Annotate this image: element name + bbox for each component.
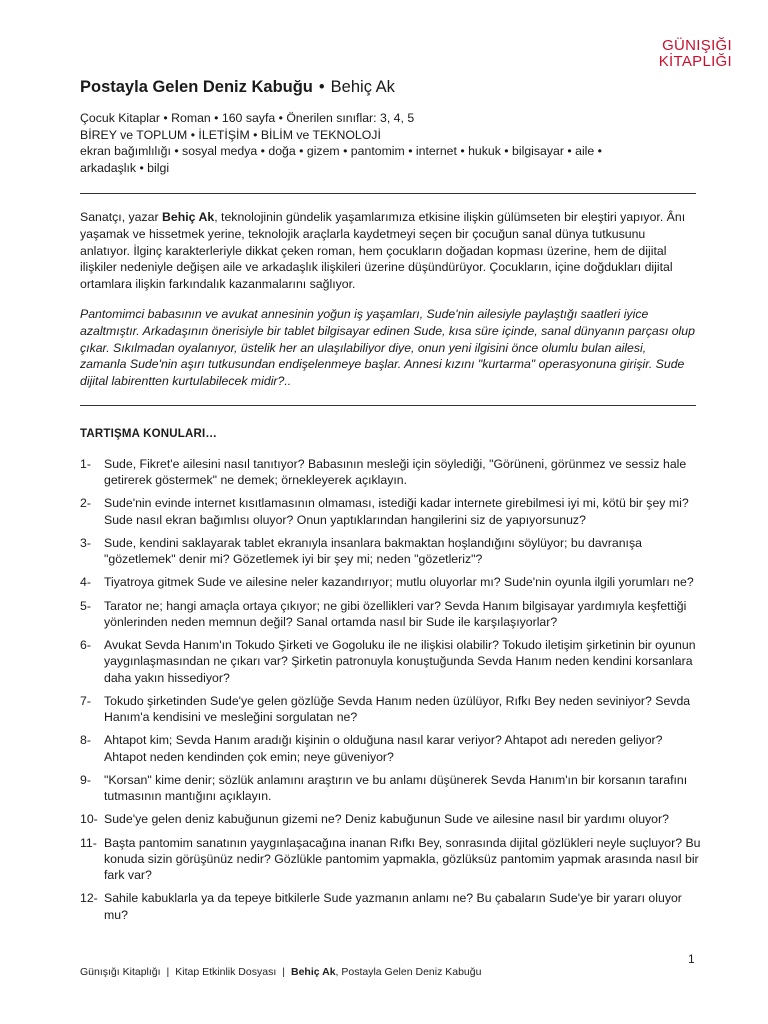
question-text: Avukat Sevda Hanım'ın Tokudo Şirketi ve Gogoluku ile ne ilişkisi olabilir? Tokudo iletişim şirketinin bir oyunun yaygınlaşmasından ne çıkarı var? Şirketin patronuyla konuştuğunda Sevda Hanım neden kendini korsanlara daha yakın hissediyor? [104, 638, 696, 685]
intro-lead: Sanatçı, yazar [80, 210, 163, 224]
question-item [80, 574, 704, 590]
footer-book: , Postayla Gelen Deniz Kabuğu [335, 966, 482, 978]
question-item [80, 835, 704, 884]
meta-keywords-line: ekran bağımlılığı • sosyal medya • doğa • gizem • pantomim • internet • hukuk • bilgisayar • aile • [80, 144, 602, 158]
logo-line-2: KİTAPLIĞI [658, 53, 732, 70]
meta-themes-line: BİREY ve TOPLUM • İLETİŞİM • BİLİM ve TEKNOLOJİ [80, 127, 381, 142]
page-number: 1 [688, 952, 695, 966]
question-number: 6- [80, 638, 91, 653]
footer-author: Behiç Ak [290, 966, 336, 978]
question-item [80, 890, 704, 923]
question-text: Tarator ne; hangi amaçla ortaya çıkıyor; ne gibi özellikleri var? Sevda Hanım bilgisayar yardımıyla keşfettiği yönlerinden neden memnun değil? Sanal ortamda nasıl bir Sude ile karşılaşıyorlar? [104, 598, 687, 629]
question-number: 12- [80, 891, 98, 906]
question-number: 8- [80, 733, 91, 748]
question-number: 4- [80, 575, 91, 590]
question-item [80, 732, 704, 765]
question-number: 3- [80, 535, 91, 550]
discussion-heading: TARTIŞMA KONULARI… [80, 428, 218, 440]
question-item [80, 598, 704, 631]
question-text: Sude, Fikret'e ailesini nasıl tanıtıyor? Babasının mesleği için söylediği, "Görüneni, görünmez ve sessiz hale getirerek göstermek" ne demek; örnekleyerek açıklayın. [104, 457, 687, 488]
question-item [80, 637, 704, 686]
book-metadata [80, 110, 680, 176]
intro-paragraph [80, 209, 696, 293]
question-text: Tokudo şirketinden Sude'ye gelen gözlüğe Sevda Hanım neden üzülüyor, Rıfkı Bey neden seviniyor? Sevda Hanım'a kendisini ve mesleğini sorgulatan ne? [104, 693, 691, 725]
publisher-logo [652, 38, 732, 70]
question-text: Sude'nin evinde internet kısıtlamasının olmaması, istediği kadar internete girebilmesi iyi mi, kötü bir şey mi? Sude nasıl ekran bağımlısı oluyor? Onun yaptıklarından hangilerini siz de yapıyorsunuz? [104, 496, 689, 527]
question-text: Sude, kendini saklayarak tablet ekranıyla insanlara bakmaktan hoşlandığını söylüyor; bu davranışa "gözetlemek" denir mi? Gözetlemek iyi bir şey mi; neden "gözetleriz"? [104, 535, 642, 567]
book-title: Postayla Gelen Deniz Kabuğu [80, 78, 313, 96]
question-item [80, 693, 704, 726]
meta-keywords-line-2: arkadaşlık • bilgi [80, 160, 170, 175]
document-title [80, 78, 395, 97]
question-text: Sahile kabuklarla ya da tepeye bitkilerle Sude yazmanın anlamı ne? Bu çabaların Sude'ye bir yararı oluyor mu? [104, 891, 682, 922]
question-item [80, 535, 704, 568]
footer-divider: | [282, 966, 285, 978]
question-text: Ahtapot kim; Sevda Hanım aradığı kişinin o olduğuna nasıl karar veriyor? Ahtapot adı nereden geliyor? Ahtapot neden kendinden çok emin; neye güveniyor? [104, 733, 663, 764]
question-item [80, 772, 704, 805]
divider-middle [80, 405, 696, 406]
title-separator: • [318, 78, 325, 96]
question-text: "Korsan" kime denir; sözlük anlamını araştırın ve bu anlamı düşünerek Sevda Hanım'ın bir korsanın tarafını tutmasının mantığını açıklayın. [104, 772, 688, 804]
meta-category-line: Çocuk Kitaplar • Roman • 160 sayfa • Önerilen sınıflar: 3, 4, 5 [80, 111, 415, 125]
logo-line-1: GÜNIŞIĞI [662, 37, 732, 54]
question-number: 11- [80, 835, 97, 850]
question-number: 1- [80, 457, 91, 471]
discussion-question-list [80, 456, 704, 930]
question-text: Sude'ye gelen deniz kabuğunun gizemi ne? Deniz kabuğunun Sude ve ailesine nasıl bir yardımı oluyor? [104, 812, 669, 827]
question-text: Tiyatroya gitmek Sude ve ailesine neler kazandırıyor; mutlu oluyorlar mı? Sude'nin oyunla ilgili yorumları ne? [104, 575, 694, 590]
intro-body: , teknolojinin gündelik yaşamlarımıza etkisine ilişkin gülümseten bir eleştiri yapıyor. Ânı yaşamak ve hissetmek yerine, teknolojik araçlarla kaydetmeyi seçen bir çocuğun sanal dünya tutkusunu anlatıyor. İlginç karakterleriyle dikkat çeken roman, hem çocukların doğadan kopması üzerine, hem de dijital ilişkiler nedeniyle değişen aile ve arkadaşlık ilişkileri üzerine düşündürüyor. Çocukların, içine doğdukları dijital ortamlara ilişkin farkındalık kazanmalarını sağlıyor. [80, 210, 686, 292]
footer-divider: | [166, 966, 170, 978]
intro-author: Behiç Ak [162, 210, 215, 224]
question-item [80, 456, 704, 489]
question-item [80, 495, 704, 528]
question-number: 5- [80, 598, 91, 613]
divider-top [80, 193, 696, 194]
author-name: Behiç Ak [330, 78, 395, 96]
footer-publisher: Günışığı Kitaplığı [80, 966, 161, 978]
question-number: 2- [80, 496, 91, 511]
summary-paragraph: Pantomimci babasının ve avukat annesinin yoğun iş yaşamları, Sude'nin ailesiyle paylaştığı saatleri iyice azaltmıştır. Arkadaşının önerisiyle bir tablet bilgisayar edinen Sude, kısa süre içinde, sanal dünyanın parçası olup çıkar. Sıkılmadan oyalanıyor, üstelik her an ulaşılabiliyor diye, onun yeni ilgisini önce olumlu bulan ailesi, zamanla Sude'nin aşırı tutkusundan endişelenmeye başlar. Annesi kızını "kurtarma" operasyonuna girişir. Sude dijital labirentten kurtulabilecek midir?.. [80, 307, 695, 389]
question-text: Başta pantomim sanatının yaygınlaşacağına inanan Rıfkı Bey, sonrasında dijital gözlükleri neyle suçluyor? Bu konuda sizin görüşünüz nedir? Gözlükle pantomim yapmakla, gözlüksüz pantomim yapmak arasında nasıl bir fark var? [104, 835, 701, 883]
question-number: 10- [80, 812, 98, 827]
question-number: 7- [80, 693, 91, 708]
question-number: 9- [80, 772, 91, 787]
footer-doc-type: Kitap Etkinlik Dosyası [175, 966, 277, 978]
page-footer [80, 966, 481, 978]
question-item [80, 811, 704, 827]
